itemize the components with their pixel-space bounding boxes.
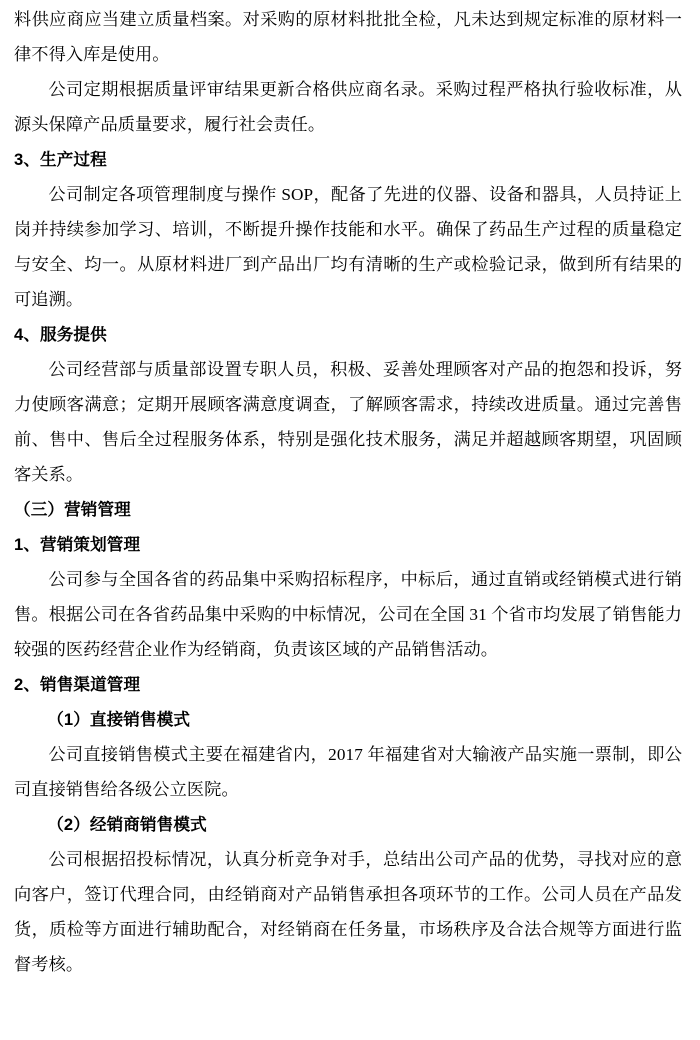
heading-direct-sales-mode: （1）直接销售模式 [47, 710, 191, 729]
paragraph-service-provision: 公司经营部与质量部设置专职人员，积极、妥善处理顾客对产品的抱怨和投诉，努力使顾客满意；定期开展顾客满意度调查，了解顾客需求，持续改进质量。通过完善售前、售中、售后全过程服务体系，特别是强化技术服务，满足并超越顾客期望，巩固顾客关系。 [14, 360, 682, 484]
paragraph-marketing-planning: 公司参与全国各省的药品集中采购招标程序，中标后，通过直销或经销模式进行销售。根据公司在各省药品集中采购的中标情况，公司在全国 31 个省市均发展了销售能力较强的医药经营企业作为经销商，负责该区域的产品销售活动。 [14, 570, 682, 659]
heading-distributor-sales-mode: （2）经销商销售模式 [47, 815, 207, 834]
document-body [14, 0, 682, 982]
heading-service-provision: 4、服务提供 [14, 325, 107, 344]
heading-production-process: 3、生产过程 [14, 150, 107, 169]
paragraph-distributor-sales-mode: 公司根据招投标情况，认真分析竞争对手，总结出公司产品的优势，寻找对应的意向客户，签订代理合同，由经销商对产品销售承担各项环节的工作。公司人员在产品发货，质检等方面进行辅助配合，对经销商在任务量，市场秩序及合法合规等方面进行监督考核。 [14, 850, 682, 974]
heading-marketing-planning: 1、营销策划管理 [14, 535, 141, 554]
heading-sales-channel-management: 2、销售渠道管理 [14, 675, 141, 694]
paragraph-continuation: 料供应商应当建立质量档案。对采购的原材料批批全检，凡未达到规定标准的原材料一律不得入库是使用。 [14, 10, 682, 64]
paragraph-supplier-quality-review: 公司定期根据质量评审结果更新合格供应商名录。采购过程严格执行验收标准，从源头保障产品质量要求，履行社会责任。 [14, 80, 682, 134]
paragraph-direct-sales-mode: 公司直接销售模式主要在福建省内，2017 年福建省对大输液产品实施一票制，即公司直接销售给各级公立医院。 [14, 745, 682, 799]
heading-marketing-management: （三）营销管理 [14, 500, 131, 519]
paragraph-production-process: 公司制定各项管理制度与操作 SOP，配备了先进的仪器、设备和器具，人员持证上岗并持续参加学习、培训，不断提升操作技能和水平。确保了药品生产过程的质量稳定与安全、均一。从原材料进厂到产品出厂均有清晰的生产或检验记录，做到所有结果的可追溯。 [14, 185, 682, 309]
